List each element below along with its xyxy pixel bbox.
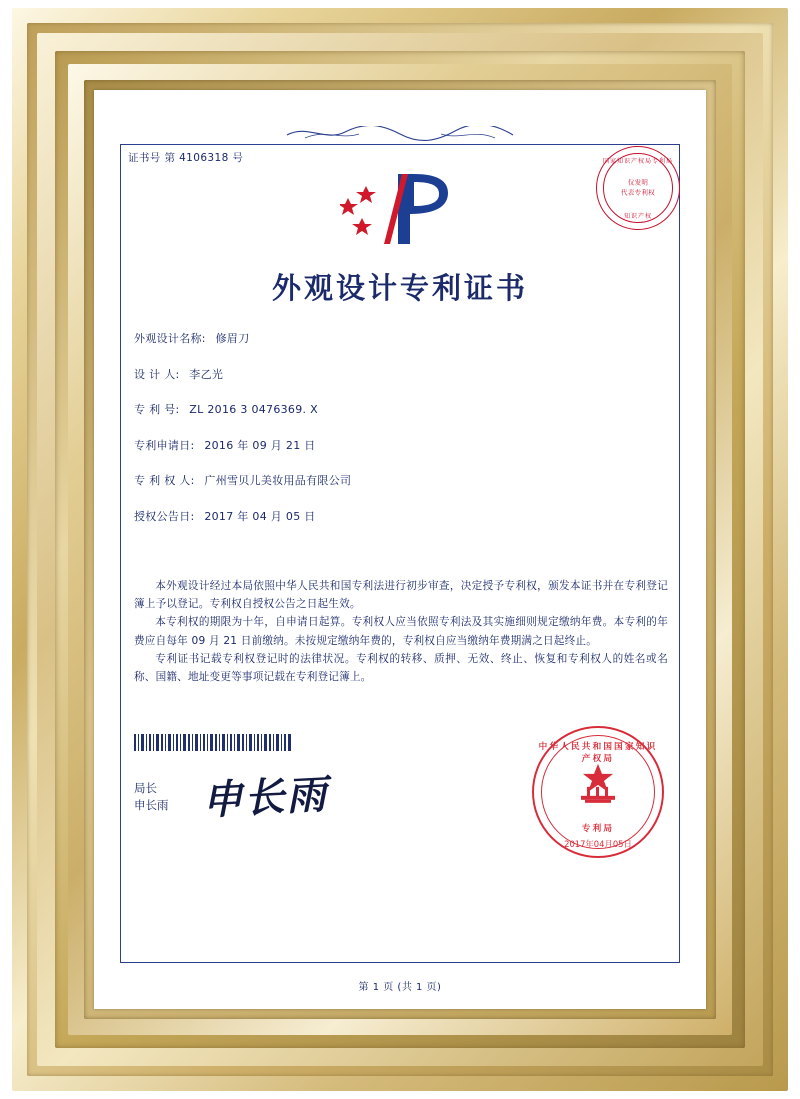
seal-text-top: 中华人民共和国国家知识产权局 xyxy=(538,742,658,764)
barcode xyxy=(134,734,294,751)
paragraph: 本外观设计经过本局依照中华人民共和国专利法进行初步审查，决定授予专利权，颁发本证书并在专利登记簿上予以登记。专利权自授权公告之日起生效。 xyxy=(134,580,668,611)
official-seal xyxy=(532,726,664,858)
top-right-round-stamp xyxy=(596,146,680,230)
field-label: 外观设计名称: xyxy=(134,332,206,345)
certificate-number xyxy=(128,150,243,165)
handwritten-signature: 申长雨 xyxy=(201,770,330,825)
body-text xyxy=(134,577,668,686)
field-label: 设 计 人: xyxy=(134,367,180,381)
page-title: 外观设计专利证书 xyxy=(271,271,528,305)
stamp-line-1: 仅发明 xyxy=(627,178,649,187)
signature-block xyxy=(134,780,169,815)
field-row xyxy=(134,472,666,488)
seal-text-bottom: 专利局 xyxy=(581,824,615,834)
certificate-number-value: 第 4106318 号 xyxy=(164,152,244,164)
field-value: 李乙光 xyxy=(189,367,224,381)
field-label: 专利申请日: xyxy=(134,438,195,452)
stamp-arc-bottom: 知识产权 xyxy=(623,213,652,220)
certificate-paper xyxy=(94,90,706,1009)
paragraph: 本专利权的期限为十年，自申请日起算。专利权人应当依照专利法及其实施细则规定缴纳年费。本专利的年费应自每年 09 月 21 日前缴纳。未按规定缴纳年费的，专利权自应当缴纳年费期满之日起终止。 xyxy=(134,616,668,647)
field-label: 专 利 号: xyxy=(134,403,180,416)
field-label: 授权公告日: xyxy=(134,509,195,523)
seal-date: 2017年04月05日 xyxy=(564,839,632,849)
paragraph: 专利证书记载专利权登记时的法律状况。专利权的转移、质押、无效、终止、恢复和专利权人的姓名或名称、国籍、地址变更等事项记载在专利登记簿上。 xyxy=(134,652,668,684)
stamp-line-2: 代表专利权 xyxy=(621,188,655,196)
decorative-flourish xyxy=(285,126,515,147)
field-value: 2016 年 09 月 21 日 xyxy=(204,438,316,452)
signature-title-label: 局长 xyxy=(134,781,157,795)
certificate-number-label: 证书号 xyxy=(128,152,161,164)
patent-office-logo-icon xyxy=(340,168,460,250)
seal-emblem-icon xyxy=(567,762,629,814)
field-row xyxy=(134,401,666,417)
signature-name-label: 申长雨 xyxy=(134,798,169,813)
field-row xyxy=(134,366,666,382)
field-value: ZL 2016 3 0476369. X xyxy=(189,403,318,416)
field-row xyxy=(134,508,666,524)
field-list xyxy=(134,330,666,543)
field-value: 2017 年 04 月 05 日 xyxy=(204,509,316,523)
field-row xyxy=(134,437,666,453)
field-value: 广州雪贝儿美妆用品有限公司 xyxy=(204,474,352,487)
field-label: 专 利 权 人: xyxy=(134,474,195,487)
stamp-arc-top: 国家知识产权局专利局 xyxy=(602,158,673,165)
field-row xyxy=(134,330,666,346)
page-footer: 第 1 页 (共 1 页) xyxy=(358,982,442,993)
field-value: 修眉刀 xyxy=(215,332,250,345)
certificate-content xyxy=(94,90,706,1009)
